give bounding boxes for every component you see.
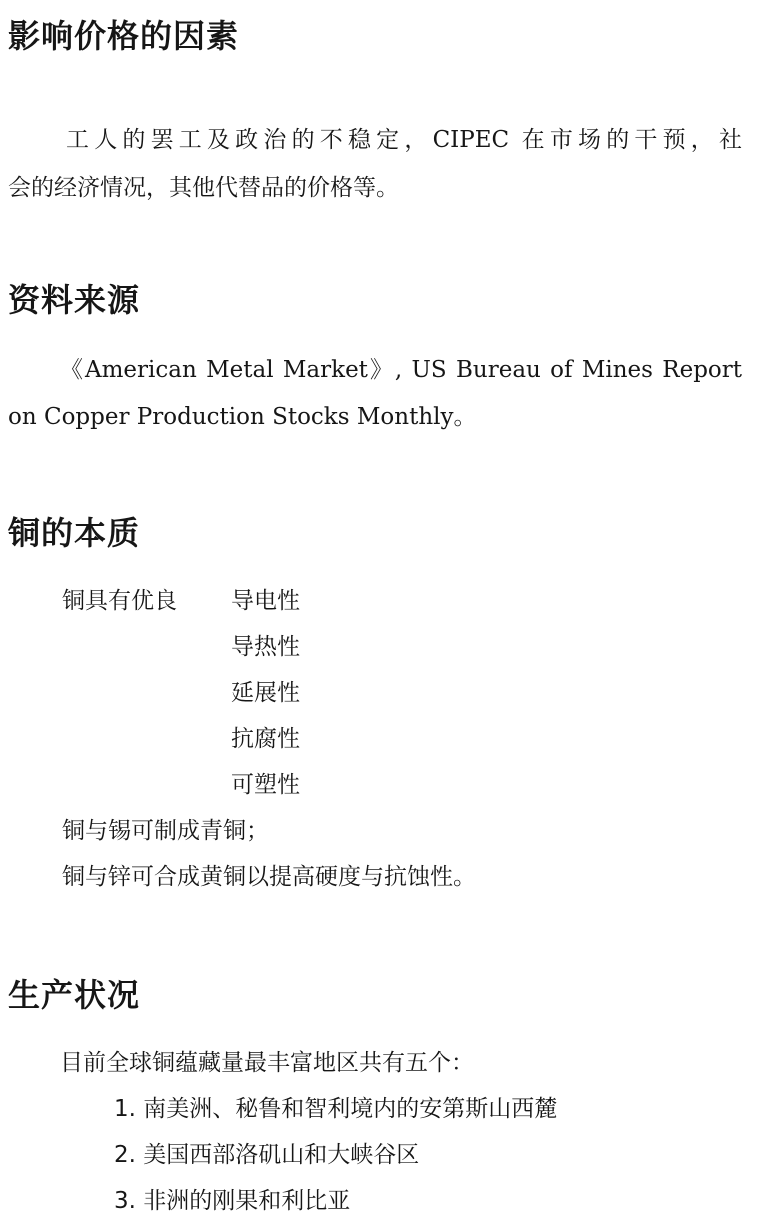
property-item: 抗腐性: [231, 726, 300, 752]
factors-line-2: 会的经济情况，其他代替品的价格等。: [8, 175, 399, 201]
production-list-item: 3. 非洲的刚果和利比亚: [114, 1188, 351, 1214]
heading-price-factors: 影响价格的因素: [8, 17, 240, 55]
property-item: 导电性: [231, 588, 300, 614]
heading-copper-nature: 铜的本质: [8, 514, 141, 552]
heading-production-status: 生产状况: [8, 976, 141, 1014]
heading-data-sources: 资料来源: [8, 281, 141, 319]
production-list-item: 1. 南美洲、秘鲁和智利境内的安第斯山西麓: [114, 1096, 558, 1122]
nature-brass-line: 铜与锌可合成黄铜以提高硬度与抗蚀性。: [62, 864, 476, 890]
factors-line-1: 工人的罢工及政治的不稳定，CIPEC 在市场的干预，社: [66, 127, 742, 153]
property-item: 可塑性: [231, 772, 300, 798]
production-intro: 目前全球铜蕴藏量最丰富地区共有五个：: [60, 1050, 474, 1076]
nature-bronze-line: 铜与锡可制成青铜；: [62, 818, 269, 844]
sources-line-2: on Copper Production Stocks Monthly。: [8, 404, 477, 430]
nature-lead: 铜具有优良: [62, 588, 177, 614]
sources-line-1: 《American Metal Market》, US Bureau of Mines Report: [60, 357, 742, 383]
production-list-item: 2. 美国西部洛矶山和大峡谷区: [114, 1142, 420, 1168]
property-item: 延展性: [231, 680, 300, 706]
property-item: 导热性: [231, 634, 300, 660]
